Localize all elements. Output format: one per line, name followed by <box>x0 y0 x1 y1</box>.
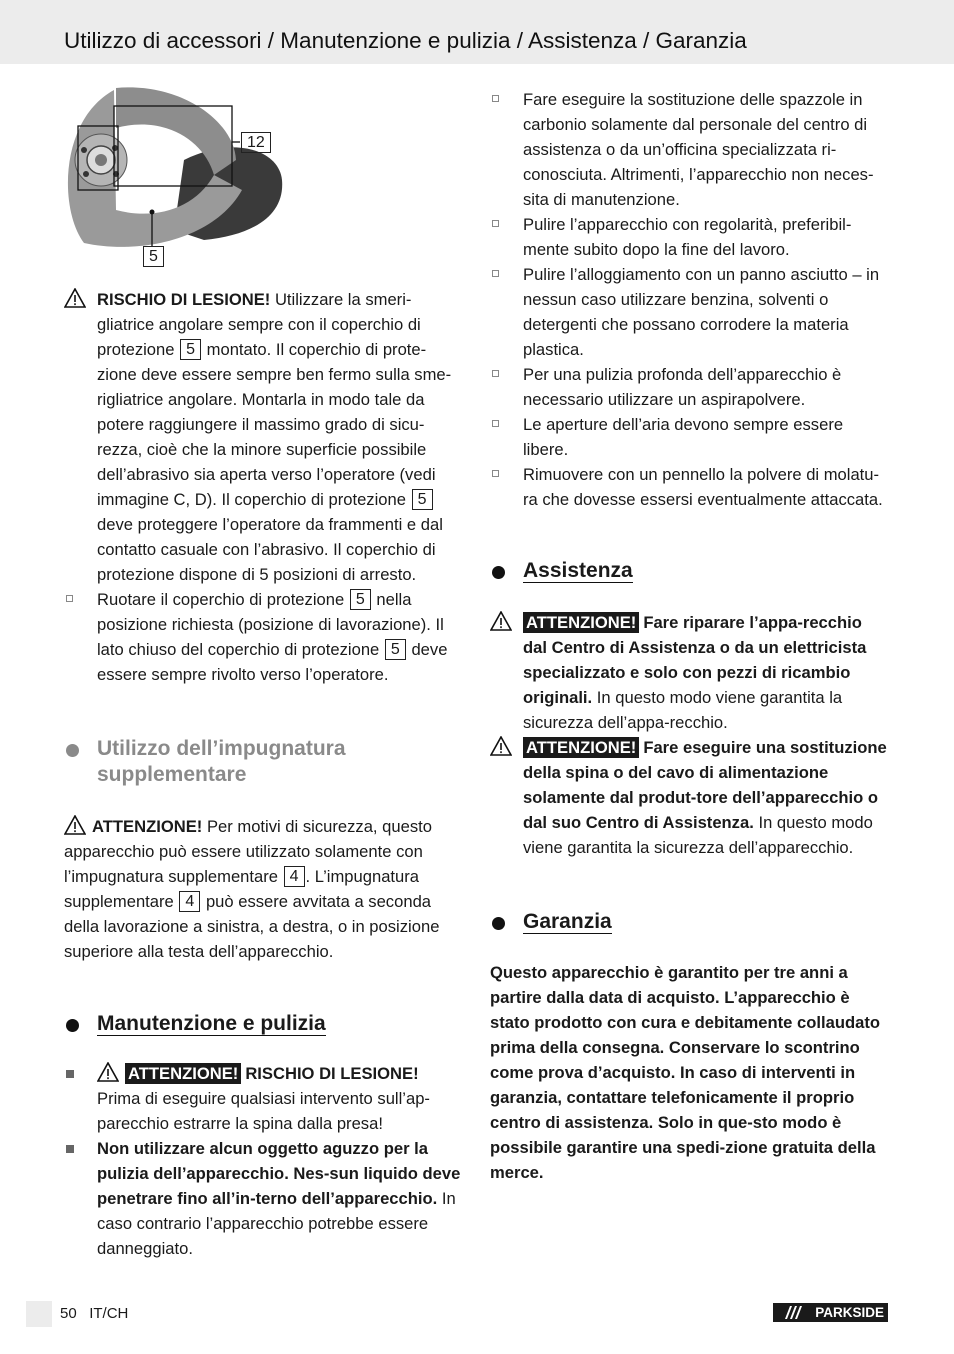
risk-text-3: deve proteggere l’operatore da frammenti e dal contatto casuale con l’abrasivo. Il coperchio di protezione dispone di 5 posizioni di arresto. <box>97 515 443 584</box>
service1-text: In questo modo viene garantita la sicurezza dell’appa-recchio. <box>523 688 843 732</box>
rotate-guard-item <box>64 587 464 687</box>
service-warning-1 <box>490 610 890 735</box>
footer-page-info <box>60 1303 128 1325</box>
ref-part-5: 5 <box>350 589 371 610</box>
parkside-logo <box>773 1303 888 1322</box>
list-item: Pulire l’apparecchio con regolarità, preferibil-mente subito dopo la fine del lavoro. <box>490 212 890 262</box>
brand-name: PARKSIDE <box>815 1305 884 1320</box>
rotate-text-1: Ruotare il coperchio di protezione <box>97 590 345 609</box>
service-warning-2 <box>490 735 890 860</box>
ref-part-4: 4 <box>179 891 200 912</box>
list-item: Per una pulizia profonda dell’apparecchio è necessario utilizzare un aspirapolvere. <box>490 362 890 412</box>
risk-title: RISCHIO DI LESIONE! <box>97 290 271 309</box>
grip-attention: ATTENZIONE! <box>92 817 203 836</box>
service2-text: In questo modo viene garantita la sicurezza dell’apparecchio. <box>523 813 873 857</box>
grip-text-2: . L’impugnatura supplementare <box>64 867 420 911</box>
figure-label-5: 5 <box>143 246 164 267</box>
list-item: Fare eseguire la sostituzione delle spazzole in carbonio solamente dal personale del centro di assistenza o da un’officina specializzata ri-conosciuta. Altrimenti, l’apparecchio non neces-sita di manutenzione. <box>490 87 890 212</box>
grip-paragraph <box>64 814 464 964</box>
bullet-square-icon <box>492 95 499 102</box>
risk-text-2: montato. Il coperchio di prote-zione deve essere sempre ben fermo sulla sme-rigliatrice angolare. Montarla in modo tale da potere raggiungere il massimo grado di sicu-rezza, cioè che la minore superficie possibile dell’abrasivo sia aperta verso l’operatore (vedi immagine C, D). Il coperchio di protezione <box>97 340 452 509</box>
maint-risk-title: RISCHIO DI LESIONE! <box>245 1064 419 1083</box>
list-item: Pulire l’alloggiamento con un panno asciutto – in nessun caso utilizzare benzina, solventi o detergenti che possano corrodere la materia plastica. <box>490 262 890 362</box>
warning-triangle-icon <box>64 815 86 835</box>
risk-paragraph <box>64 287 464 587</box>
maint-sharp-text: In caso contrario l’apparecchio potrebbe essere danneggiato. <box>97 1189 456 1258</box>
ref-part-4: 4 <box>284 866 305 887</box>
heading-service: Assistenza <box>490 558 890 584</box>
right-column <box>490 87 890 1185</box>
bullet-square-icon <box>492 220 499 227</box>
attention-badge: ATTENZIONE! <box>523 612 639 633</box>
rotate-text-2: nella posizione richiesta (posizione di lavorazione). Il lato chiuso del coperchio di protezione <box>97 590 444 659</box>
page-number: 50 <box>60 1305 77 1322</box>
rotate-text-3: deve essere sempre rivolto verso l’operatore. <box>97 640 448 684</box>
service1-bold: Fare riparare l’appa-recchio dal Centro di Assistenza o da un elettricista specializzato e solo con pezzi di ricambio originali. <box>523 613 867 707</box>
locale: IT/CH <box>89 1305 129 1322</box>
attention-badge: ATTENZIONE! <box>125 1063 241 1084</box>
bullet-square-icon <box>66 1145 74 1153</box>
attention-badge: ATTENZIONE! <box>523 737 639 758</box>
angle-grinder-illustration <box>64 80 294 270</box>
service2-bold: Fare eseguire una sostituzione della spina o del cavo di alimentazione solamente dal produt-tore dell’apparecchio o dal suo Centro di Assistenza. <box>523 738 887 832</box>
heading-maintenance: Manutenzione e pulizia <box>64 1011 464 1037</box>
bullet-square-icon <box>66 1070 74 1078</box>
bullet-square-icon <box>492 270 499 277</box>
grip-text-3: può essere avvitata a seconda della lavorazione a sinistra, a destra, o in posizione superiore alla testa dell’apparecchio. <box>64 892 440 961</box>
warning-triangle-icon <box>64 288 86 308</box>
warranty-text: Questo apparecchio è garantito per tre anni a partire dalla data di acquisto. L’apparecchio è stato prodotto con cura e debitamente collaudato prima della consegna. Conservare lo scontrino come prova d’acquisto. In caso di interventi in garanzia, contattare telefonicamente il proprio centro di assistenza. Solo in que-sto modo è possibile garantire una spedi-zione gratuita della merce. <box>490 963 880 1182</box>
heading-warranty: Garanzia <box>490 909 890 935</box>
risk-text-1: Utilizzare la smeri-gliatrice angolare sempre con il coperchio di protezione <box>97 290 421 359</box>
warning-triangle-icon <box>97 1062 119 1082</box>
bullet-dot-icon <box>66 1019 79 1032</box>
bullet-square-icon <box>492 470 499 477</box>
bullet-dot-icon <box>492 917 505 930</box>
page-number-box <box>26 1301 52 1327</box>
ref-part-5: 5 <box>180 339 201 360</box>
ref-part-5: 5 <box>412 489 433 510</box>
figure-label-12: 12 <box>241 132 271 153</box>
page-title: Utilizzo di accessori / Manutenzione e pulizia / Assistenza / Garanzia <box>64 28 747 53</box>
list-item: Rimuovere con un pennello la polvere di molatu-ra che dovesse essersi eventualmente attaccata. <box>490 462 890 512</box>
grip-text-1: Per motivi di sicurezza, questo apparecchio può essere utilizzato solamente con l’impugnatura supplementare <box>64 817 432 886</box>
maintenance-item-unplug <box>64 1061 464 1136</box>
bullet-dot-icon <box>492 566 505 579</box>
maintenance-item-no-sharp-objects <box>64 1136 464 1261</box>
bullet-square-icon <box>66 595 73 602</box>
list-item: Le aperture dell’aria devono sempre essere libere. <box>490 412 890 462</box>
logo-stripes-icon <box>781 1303 805 1322</box>
bullet-square-icon <box>492 420 499 427</box>
ref-part-5: 5 <box>385 639 406 660</box>
maint-unplug-text: Prima di eseguire qualsiasi intervento sull’ap-parecchio estrarre la spina dalla presa! <box>97 1089 430 1133</box>
warning-triangle-icon <box>490 736 512 756</box>
left-column <box>64 80 464 1261</box>
maint-sharp-bold: Non utilizzare alcun oggetto aguzzo per la pulizia dell’apparecchio. Nes-sun liquido deve penetrare fino all’in-terno dell’apparecchio. <box>97 1139 461 1208</box>
bullet-dot-icon <box>66 744 79 757</box>
warning-triangle-icon <box>490 611 512 631</box>
bullet-square-icon <box>492 370 499 377</box>
grinder-drawing <box>64 80 294 270</box>
heading-additional-grip: Utilizzo dell’impugnatura supplementare <box>64 736 464 788</box>
